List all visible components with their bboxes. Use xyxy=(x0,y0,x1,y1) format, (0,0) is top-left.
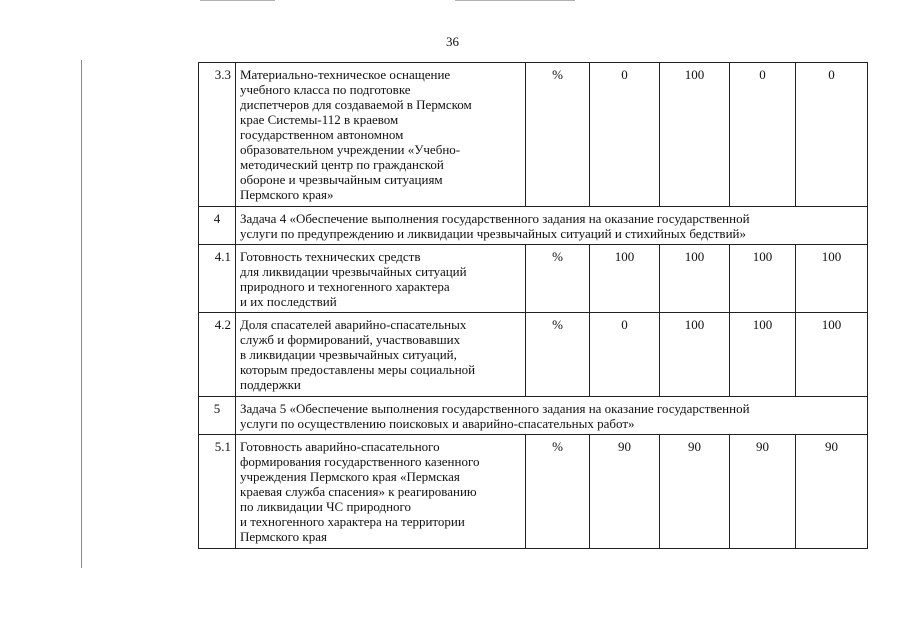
row-number: 5.1 xyxy=(199,435,236,549)
scan-top-mark xyxy=(200,0,275,1)
table-row-4-1 xyxy=(199,245,868,313)
value-cell: 90 xyxy=(660,435,730,549)
row-number: 4.2 xyxy=(199,313,236,397)
row-number: 4.1 xyxy=(199,245,236,313)
value-cell: 100 xyxy=(660,63,730,207)
value-cell: 0 xyxy=(796,63,868,207)
value-cell: 100 xyxy=(796,245,868,313)
table-row-task-5 xyxy=(199,397,868,435)
value-cell: 90 xyxy=(730,435,796,549)
value-cell: 100 xyxy=(730,313,796,397)
task-description: Задача 5 «Обеспечение выполнения государственного задания на оказание государственной услуги по осуществлению поисковых и аварийно-спасательных работ» xyxy=(236,397,868,435)
indicator-description: Доля спасателей аварийно-спасательных служб и формирований, участвовавших в ликвидации чрезвычайных ситуаций, которым предоставлены меры социальной поддержки xyxy=(236,313,526,397)
value-cell: 100 xyxy=(730,245,796,313)
unit-cell: % xyxy=(526,63,590,207)
indicator-description: Готовность технических средств для ликвидации чрезвычайных ситуаций природного и техногенного характера и их последствий xyxy=(236,245,526,313)
value-cell: 100 xyxy=(660,313,730,397)
task-description: Задача 4 «Обеспечение выполнения государственного задания на оказание государственной услуги по предупреждению и ликвидации чрезвычайных ситуаций и стихийных бедствий» xyxy=(236,207,868,245)
indicator-table xyxy=(198,62,868,549)
table-row-5-1 xyxy=(199,435,868,549)
row-number: 4 xyxy=(199,207,236,245)
margin-line xyxy=(81,60,82,568)
row-number: 5 xyxy=(199,397,236,435)
value-cell: 90 xyxy=(796,435,868,549)
value-cell: 100 xyxy=(590,245,660,313)
unit-cell: % xyxy=(526,435,590,549)
value-cell: 90 xyxy=(590,435,660,549)
value-cell: 100 xyxy=(660,245,730,313)
value-cell: 0 xyxy=(590,63,660,207)
scan-top-mark xyxy=(455,0,575,1)
table-row-task-4 xyxy=(199,207,868,245)
table-row-3-3 xyxy=(199,63,868,207)
row-number: 3.3 xyxy=(199,63,236,207)
indicator-description: Готовность аварийно-спасательного формирования государственного казенного учреждения Пермского края «Пермская краевая служба спасения» к реагированию по ликвидации ЧС природного и техногенного характера на территории Пермского края xyxy=(236,435,526,549)
unit-cell: % xyxy=(526,245,590,313)
value-cell: 100 xyxy=(796,313,868,397)
value-cell: 0 xyxy=(730,63,796,207)
table-row-4-2 xyxy=(199,313,868,397)
page-number: 36 xyxy=(446,34,459,49)
unit-cell: % xyxy=(526,313,590,397)
indicator-description: Материально-техническое оснащение учебного класса по подготовке диспетчеров для создаваемой в Пермском крае Системы-112 в краевом государственном автономном образовательном учреждении «Учебно- методический центр по гражданской обороне и чрезвычайным ситуациям Пермского края» xyxy=(236,63,526,207)
value-cell: 0 xyxy=(590,313,660,397)
